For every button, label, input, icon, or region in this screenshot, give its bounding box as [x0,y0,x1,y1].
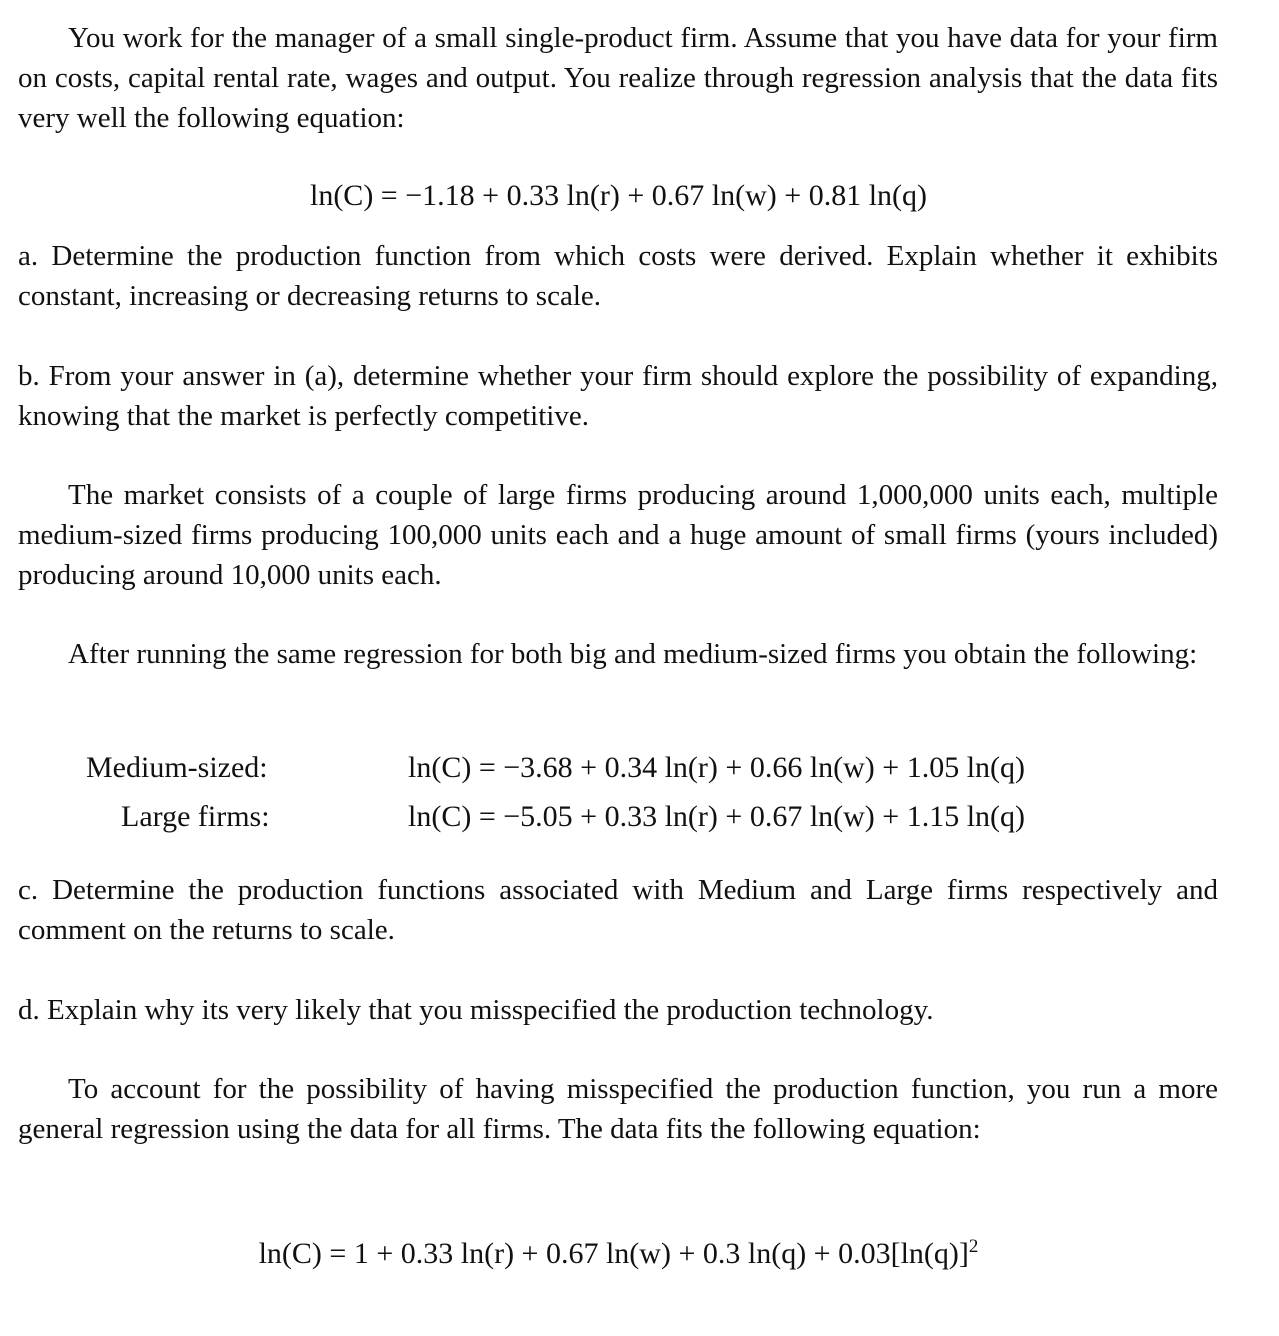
market-paragraph: The market consists of a couple of large firms producing around 1,000,000 units each, multiple medium-sized firms producing 100,000 units each and a huge amount of small firms (yours included) producing around 10,000 units each. [18,479,1218,591]
question-a: a. Determine the production function from which costs were derived. Explain whether it exhibits constant, increasing or decreasing returns to scale. [18,240,1218,312]
regression-equation-large [408,797,1025,837]
question-d: d. Explain why its very likely that you misspecified the production technology. [18,994,934,1026]
question-c: c. Determine the production functions associated with Medium and Large firms respectively and comment on the returns to scale. [18,874,1218,946]
equation-exponent: 2 [968,1236,979,1257]
equation-rhs: −1.18 + 0.33 ln(r) + 0.67 ln(w) + 0.81 ln(q) [405,179,928,212]
regression-equation-medium [408,748,1025,788]
equation-lhs: ln(C) = [258,1237,354,1270]
account-paragraph: To account for the possibility of having misspecified the production function, you run a more general regression using the data for all firms. The data fits the following equation: [18,1073,1218,1145]
cost-equation-small-firm [0,176,1237,216]
regression-label-medium: Medium-sized: [86,751,268,784]
equation-lhs: ln(C) = [309,179,406,212]
question-b: b. From your answer in (a), determine whether your firm should explore the possibility of expanding, knowing that the market is perfectly competitive. [18,360,1218,432]
equation-rhs: −3.68 + 0.34 ln(r) + 0.66 ln(w) + 1.05 ln(q) [503,751,1026,784]
equation-rhs: 1 + 0.33 ln(r) + 0.67 ln(w) + 0.3 ln(q) + 0.03[ln(q)] [353,1237,969,1270]
regression-label-large: Large firms: [121,800,270,833]
equation-lhs: ln(C) = [408,751,504,784]
intro-paragraph: You work for the manager of a small single-product firm. Assume that you have data for your firm on costs, capital rental rate, wages and output. You realize through regression analysis that the data fits very well the following equation: [18,22,1218,134]
equation-rhs: −5.05 + 0.33 ln(r) + 0.67 ln(w) + 1.15 ln(q) [503,800,1026,833]
equation-lhs: ln(C) = [408,800,504,833]
after-regression-paragraph: After running the same regression for both big and medium-sized firms you obtain the following: [68,638,1198,670]
cost-equation-general [0,1227,1237,1274]
